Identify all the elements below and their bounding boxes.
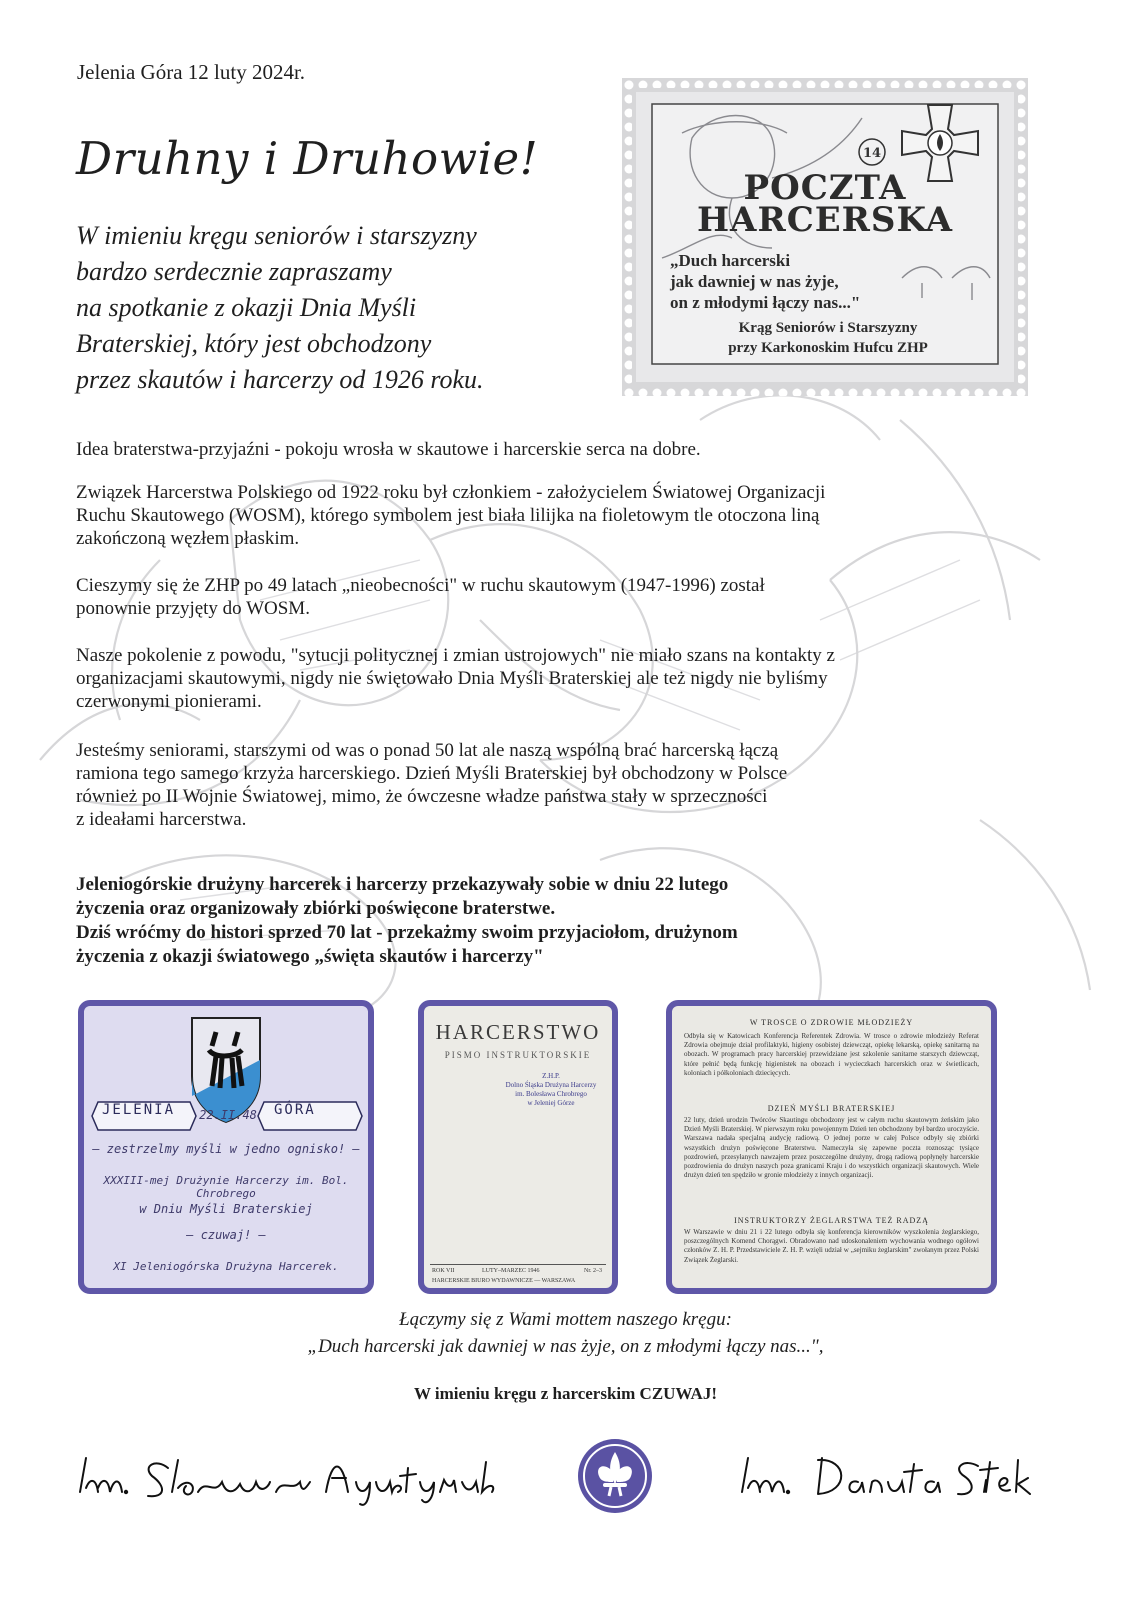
article-heading: DZIEŃ MYŚLI BRATERSKIEJ [767, 1104, 896, 1113]
bold-line: Jeleniogórskie drużyny harcerek i harcerzy przekazywały sobie w dniu 22 lutego [76, 874, 729, 895]
article-text: Odbyła się w Katowicach Konferencja Referentek Zdrowia. W trosce o zdrowie młodzieży Referat Zdrowia obejmuje dział profilaktyki, higieny osobistej dziewcząt, opiekę lekarską, opiekę sanitarną na obozach. W programach pracy harcerskiej przewidziane jest szkolenie sanitarne starszych dziewcząt, które pełnić będą funkcję higienistek na obozach i wycieczkach harcerskich oraz w świetlicach, koloniach i półkoloniach dziecięcych. [684, 1032, 979, 1077]
stamp-quote-line: „Duch harcerski [670, 251, 791, 270]
signature-right [738, 1448, 1038, 1508]
text-line: ramiona tego samego krzyża harcerskiego. Dzień Myśli Braterskiej był obchodzony w Polsce [76, 763, 788, 784]
text-line: Idea braterstwa-przyjaźni - pokoju wrosła w skautowe i harcerskie serca na dobre. [76, 439, 701, 460]
stamp-line: Z.H.P. [542, 1072, 560, 1080]
article-heading: INSTRUKTORZY ŻEGLARSTWA TEŻ RADZĄ [734, 1216, 929, 1225]
stamp-org-line2: przy Karkonoskim Hufcu ZHP [728, 340, 928, 356]
stamp-title-line2: HARCERSKA [696, 200, 954, 240]
invite-line: przez skautów i harcerzy od 1926 roku. [76, 365, 484, 394]
text-line: Nasze pokolenie z powodu, "sytucji politycznej i zmian ustrojowych" nie miało szans na kontakty z [76, 645, 835, 666]
stamp-quote [670, 250, 860, 313]
invite-line: na spotkanie z okazji Dnia Myśli [76, 293, 417, 322]
card-line: – czuwaj! – [186, 1228, 266, 1242]
invite-line: bardzo serdecznie zapraszamy [76, 257, 392, 286]
invitation-text [76, 218, 616, 398]
paragraph-4 [76, 644, 1024, 713]
closing-motto: „Duch harcerski jak dawniej w nas żyje, on z młodymi łączy nas...", [307, 1336, 824, 1357]
invite-line: Braterskiej, który jest obchodzony [76, 329, 432, 358]
photo-magazine-cover [418, 1000, 618, 1294]
magazine-subtitle: PISMO INSTRUKTORSKIE [444, 1050, 592, 1060]
card-line: – zestrzelmy myśli w jedno ognisko! – [92, 1142, 360, 1156]
article-text: 22 luty, dzień urodzin Twórców Skautingu obchodzony jest w całym ruchu skautowym żeńskim jako Dzień Myśli Braterskiej. W pierwszym roku powojennym Dzień ten obchodzony był bardzo uroczyście. Warszawa nadała specjalną audycję radiową. O jednej porze w całej Polsce odbyły się zbiórki wszystkich drużyn poświęcone Braterstwu. Nameczyła się zapewne poczta roznosząc tysiące pozdrowień, przesyłanych nawzajem przez poszczególne drużyny, drogą radiową popłynęły harcerskie pozdrowienia do drużyn naszych poza granicami Kraju i do wszystkich organizacji skautowych. Wiele drużyn dzień ten spędziło w gronie młodzieży z innych organizacji. [684, 1116, 979, 1180]
signature-left [76, 1448, 516, 1508]
text-line: ponownie przyjęty do WOSM. [76, 598, 310, 619]
paragraph-3 [76, 574, 1024, 620]
stamp-quote-line: jak dawniej w nas żyje, [670, 272, 839, 291]
signoff-line: W imieniu kręgu z harcerskim CZUWAJ! [413, 1384, 717, 1403]
paragraph-2 [76, 481, 1024, 550]
paragraph-5 [76, 739, 1024, 831]
card-line: w Dniu Myśli Braterskiej [139, 1202, 313, 1216]
wosm-lily-logo [577, 1438, 653, 1514]
card-line: XXXIII-mej Drużynie Harcerzy im. Bol. Chrobrego [103, 1174, 349, 1200]
bold-line: życzenia oraz organizowały zbiórki poświęcone braterstwe. [76, 898, 556, 919]
stamp-line: Dolno Śląska Drużyna Harcerzy [505, 1081, 597, 1089]
stamp-title-line1: POCZTA [743, 168, 907, 208]
invite-line: W imieniu kręgu seniorów i starszyzny [76, 221, 477, 250]
banner-left: JELENIA [102, 1102, 176, 1118]
text-line: Związek Harcerstwa Polskiego od 1922 roku był członkiem - założycielem Światowej Organizacji [76, 482, 826, 503]
bold-paragraph [76, 873, 976, 969]
stamp-number: 14 [862, 146, 882, 161]
text-line: zakończoną węzłem płaskim. [76, 528, 300, 549]
stamp-line: im. Bolesława Chrobrego [515, 1090, 587, 1098]
card-line: XI Jeleniogórska Drużyna Harcerek. [113, 1260, 339, 1273]
greeting-heading: Druhny i Druhowie! [76, 132, 539, 185]
text-line: czerwonymi pionierami. [76, 691, 262, 712]
magazine-volume: ROK VII [432, 1268, 455, 1274]
bold-line: Dziś wróćmy do histori sprzed 70 lat - przekażmy swoim przyjaciołom, drużynom [76, 922, 738, 943]
article-text: W Warszawie w dniu 21 i 22 lutego odbyła się konferencja kierowników wyszkolenia żeglarskiego, poszczególnych Komend Chorągwi. Obradowano nad udoskonaleniem wychowania wodnego ogółowi członków Z. H. P. Przedstawiciele Z. H. P. wzięli udział w „sejmiku żeglarskim" zwołanym przez Polski Związek Żeglarski. [684, 1228, 979, 1264]
article-heading: W TROSCE O ZDROWIE MŁODZIEŻY [749, 1018, 914, 1027]
magazine-title: HARCERSTWO [435, 1020, 601, 1044]
text-line: z ideałami harcerstwa. [76, 809, 247, 830]
magazine-stamp [494, 1072, 608, 1108]
bold-line: życzenia z okazji światowego „święta skautów i harcerzy" [76, 946, 544, 967]
photo-article-clipping [666, 1000, 997, 1294]
paragraph-1 [76, 438, 1024, 461]
magazine-date: LUTY–MARZEC 1946 [482, 1268, 540, 1274]
letter-date: Jelenia Góra 12 luty 2024r. [77, 60, 306, 84]
stamp-quote-line: on z młodymi łączy nas..." [670, 293, 861, 312]
closing-line1: Łączymy się z Wami mottem naszego kręgu: [399, 1309, 732, 1330]
photo-greeting-card [78, 1000, 374, 1294]
card-date: 22.II.48 [199, 1108, 257, 1122]
stamp-org-line1: Krąg Seniorów i Starszyzny [738, 320, 918, 336]
banner-right: GÓRA [274, 1102, 316, 1118]
text-line: Ruchu Skautowego (WOSM), którego symbolem jest biała lilijka na fioletowym tle otoczona liną [76, 505, 820, 526]
magazine-publisher: HARCERSKIE BIURO WYDAWNICZE — WARSZAWA [432, 1278, 576, 1284]
text-line: Cieszymy się że ZHP po 49 latach „nieobecności" w ruchu skautowym (1947-1996) został [76, 575, 765, 596]
stamp-line: w Jeleniej Górze [527, 1099, 575, 1107]
text-line: również po II Wojnie Światowej, mimo, że ówczesne władze państwa stały w sprzeczności [76, 786, 768, 807]
text-line: Jesteśmy seniorami, starszymi od was o ponad 50 lat ale naszą wspólną brać harcerską łączą [76, 740, 779, 761]
magazine-number: Nr. 2–3 [584, 1268, 602, 1274]
text-line: organizacjami skautowymi, nigdy nie świętowało Dnia Myśli Braterskiej ale też nigdy nie byliśmy [76, 668, 828, 689]
